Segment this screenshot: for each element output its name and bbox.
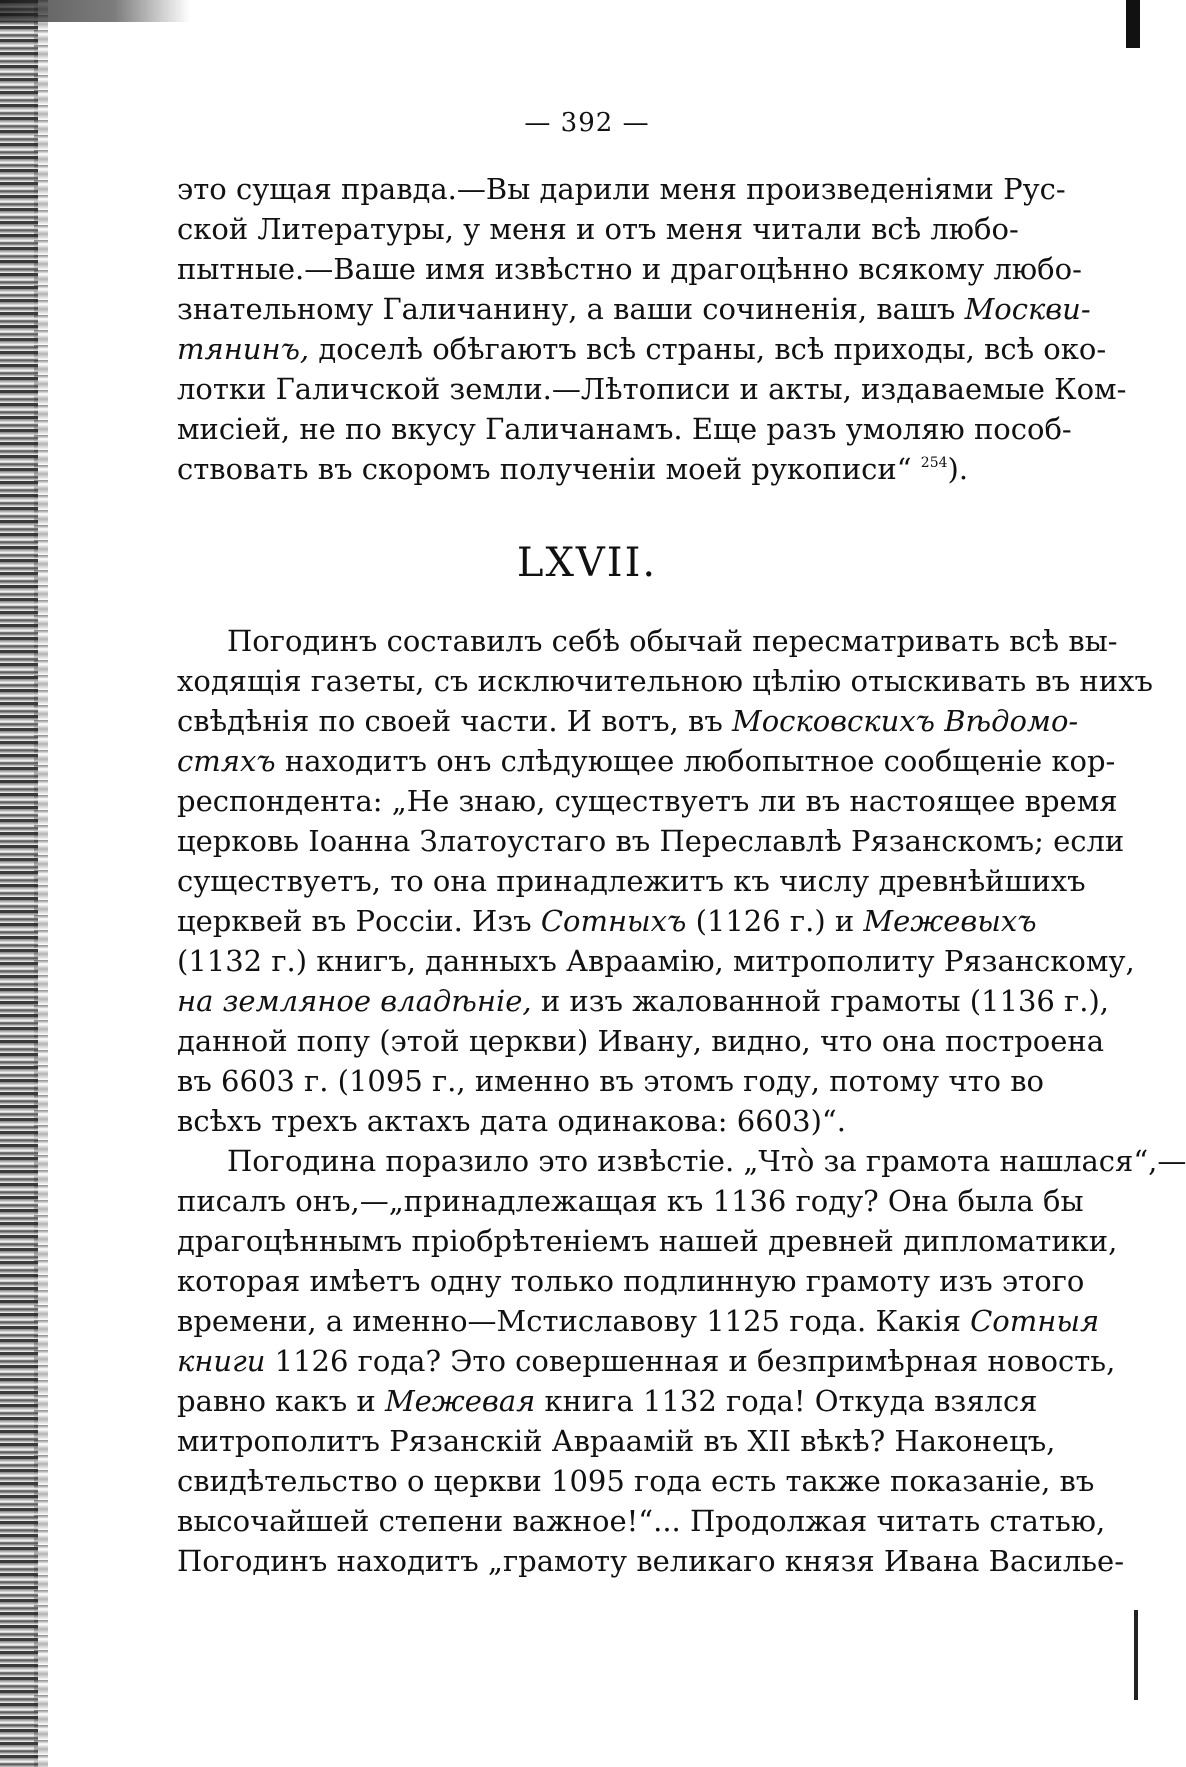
text-span: ствовать въ скоромъ полученіи моей рукописи“ <box>177 452 912 486</box>
text-span: находитъ онъ слѣдующее любопытное сообщеніе кор- <box>275 744 1116 778</box>
italic-title: книги <box>177 1344 266 1378</box>
text-line: лотки Галичской земли.—Лѣтописи и акты, издаваемые Ком- <box>177 372 1127 406</box>
scan-shadow-right <box>1126 0 1140 48</box>
italic-title: Межевая <box>384 1384 536 1418</box>
text-line <box>177 1381 1038 1421</box>
text-line: пытные.—Ваше имя извѣстно и драгоцѣнно всякому любо- <box>177 252 1082 286</box>
paragraph-3 <box>177 1141 1186 1581</box>
text-line: всѣхъ трехъ актахъ дата одинакова: 6603)“. <box>177 1104 846 1138</box>
text-line <box>177 1301 1100 1341</box>
text-line: респондента: „Не знаю, существуетъ ли въ настоящее время <box>177 784 1118 818</box>
text-line: церковь Іоанна Златоустаго въ Переславлѣ Рязанскомъ; если <box>177 824 1125 858</box>
text-line <box>177 981 1110 1021</box>
paragraph-2 <box>177 621 1153 1141</box>
text-line <box>177 1341 1116 1381</box>
text-line: (1132 г.) книгъ, данныхъ Авраамію, митрополиту Рязанскому, <box>177 944 1135 978</box>
text-line: существуетъ, то она принадлежитъ къ числу древнѣйшихъ <box>177 864 1086 898</box>
text-span: свѣдѣнія по своей части. И вотъ, въ <box>177 704 732 738</box>
text-line: ской Литературы, у меня и отъ меня читали всѣ любо- <box>177 212 1019 246</box>
page-number: — 392 — <box>524 108 650 138</box>
text-line <box>177 701 1079 741</box>
text-span: 1126 года? Это совершенная и безпримѣрная новость, <box>265 1344 1116 1378</box>
text-span: ). <box>947 452 969 486</box>
text-line: ходящія газеты, съ исключительною цѣлію отыскивать въ нихъ <box>177 664 1153 698</box>
text-line: въ 6603 г. (1095 г., именно въ этомъ году, потому что во <box>177 1064 1044 1098</box>
text-line: знательному Галичанину, а ваши сочиненія, вашъ Москви- <box>177 292 1091 326</box>
text-line <box>177 741 1116 781</box>
paragraph-1 <box>177 169 1127 489</box>
text-line: Погодинъ составилъ себѣ обычай пересматривать всѣ вы- <box>227 624 1118 658</box>
text-line: мисіей, не по вкусу Галичанамъ. Еще разъ умоляю пособ- <box>177 412 1072 446</box>
page-body <box>177 105 1186 1581</box>
italic-title: Москви- <box>964 292 1091 326</box>
scan-mark-right <box>1134 1610 1138 1700</box>
footnote-reference: 254 <box>920 455 948 471</box>
italic-title: Московскихъ Вѣдомо- <box>732 704 1079 738</box>
text-line: свидѣтельство о церкви 1095 года есть также показаніе, въ <box>177 1464 1095 1498</box>
text-line: которая имѣетъ одну только подлинную грамоту изъ этого <box>177 1264 1085 1298</box>
text-span: времени, а именно—Мстиславову 1125 года. Какія <box>177 1304 971 1338</box>
text-line: Погодинъ находитъ „грамоту великаго князя Ивана Василье- <box>177 1544 1125 1578</box>
text-line: Погодина поразило это извѣстіе. „Чтò за грамота нашлася“,— <box>227 1144 1186 1178</box>
italic-title: Сотныхъ <box>540 904 687 938</box>
text-span: церквей въ Россіи. Изъ <box>177 904 541 938</box>
text-span: (1126 г.) и <box>686 904 864 938</box>
italic-title: стяхъ <box>177 744 276 778</box>
italic-title: Сотныя <box>970 1304 1100 1338</box>
italic-title: тянинъ, <box>177 332 310 366</box>
text-line <box>177 449 997 489</box>
text-line: данной попу (этой церкви) Ивану, видно, что она построена <box>177 1024 1105 1058</box>
scan-shadow-left <box>0 0 38 1767</box>
text-line: это сущая правда.—Вы дарили меня произведеніями Рус- <box>177 172 1066 206</box>
text-line: драгоцѣннымъ пріобрѣтеніемъ нашей древней дипломатики, <box>177 1224 1118 1258</box>
italic-title: Межевыхъ <box>863 904 1037 938</box>
text-span: книга 1132 года! Откуда взялся <box>535 1384 1038 1418</box>
text-line: высочайшей степени важное!“... Продолжая читать статью, <box>177 1504 1106 1538</box>
section-heading: LXVII. <box>516 540 658 586</box>
text-line: тянинъ, доселѣ обѣгаютъ всѣ страны, всѣ приходы, всѣ око- <box>177 332 1107 366</box>
text-span: равно какъ и <box>177 1384 385 1418</box>
italic-title: на земляное владѣніе, <box>177 984 532 1018</box>
text-line: писалъ онъ,—„принадлежащая къ 1136 году? Она была бы <box>177 1184 1084 1218</box>
text-line: митрополитъ Рязанскій Авраамій въ XII вѣкѣ? Наконецъ, <box>177 1424 1056 1458</box>
text-span: и изъ жалованной грамоты (1136 г.), <box>531 984 1110 1018</box>
text-line <box>177 901 1037 941</box>
scan-shadow-top <box>0 0 190 22</box>
